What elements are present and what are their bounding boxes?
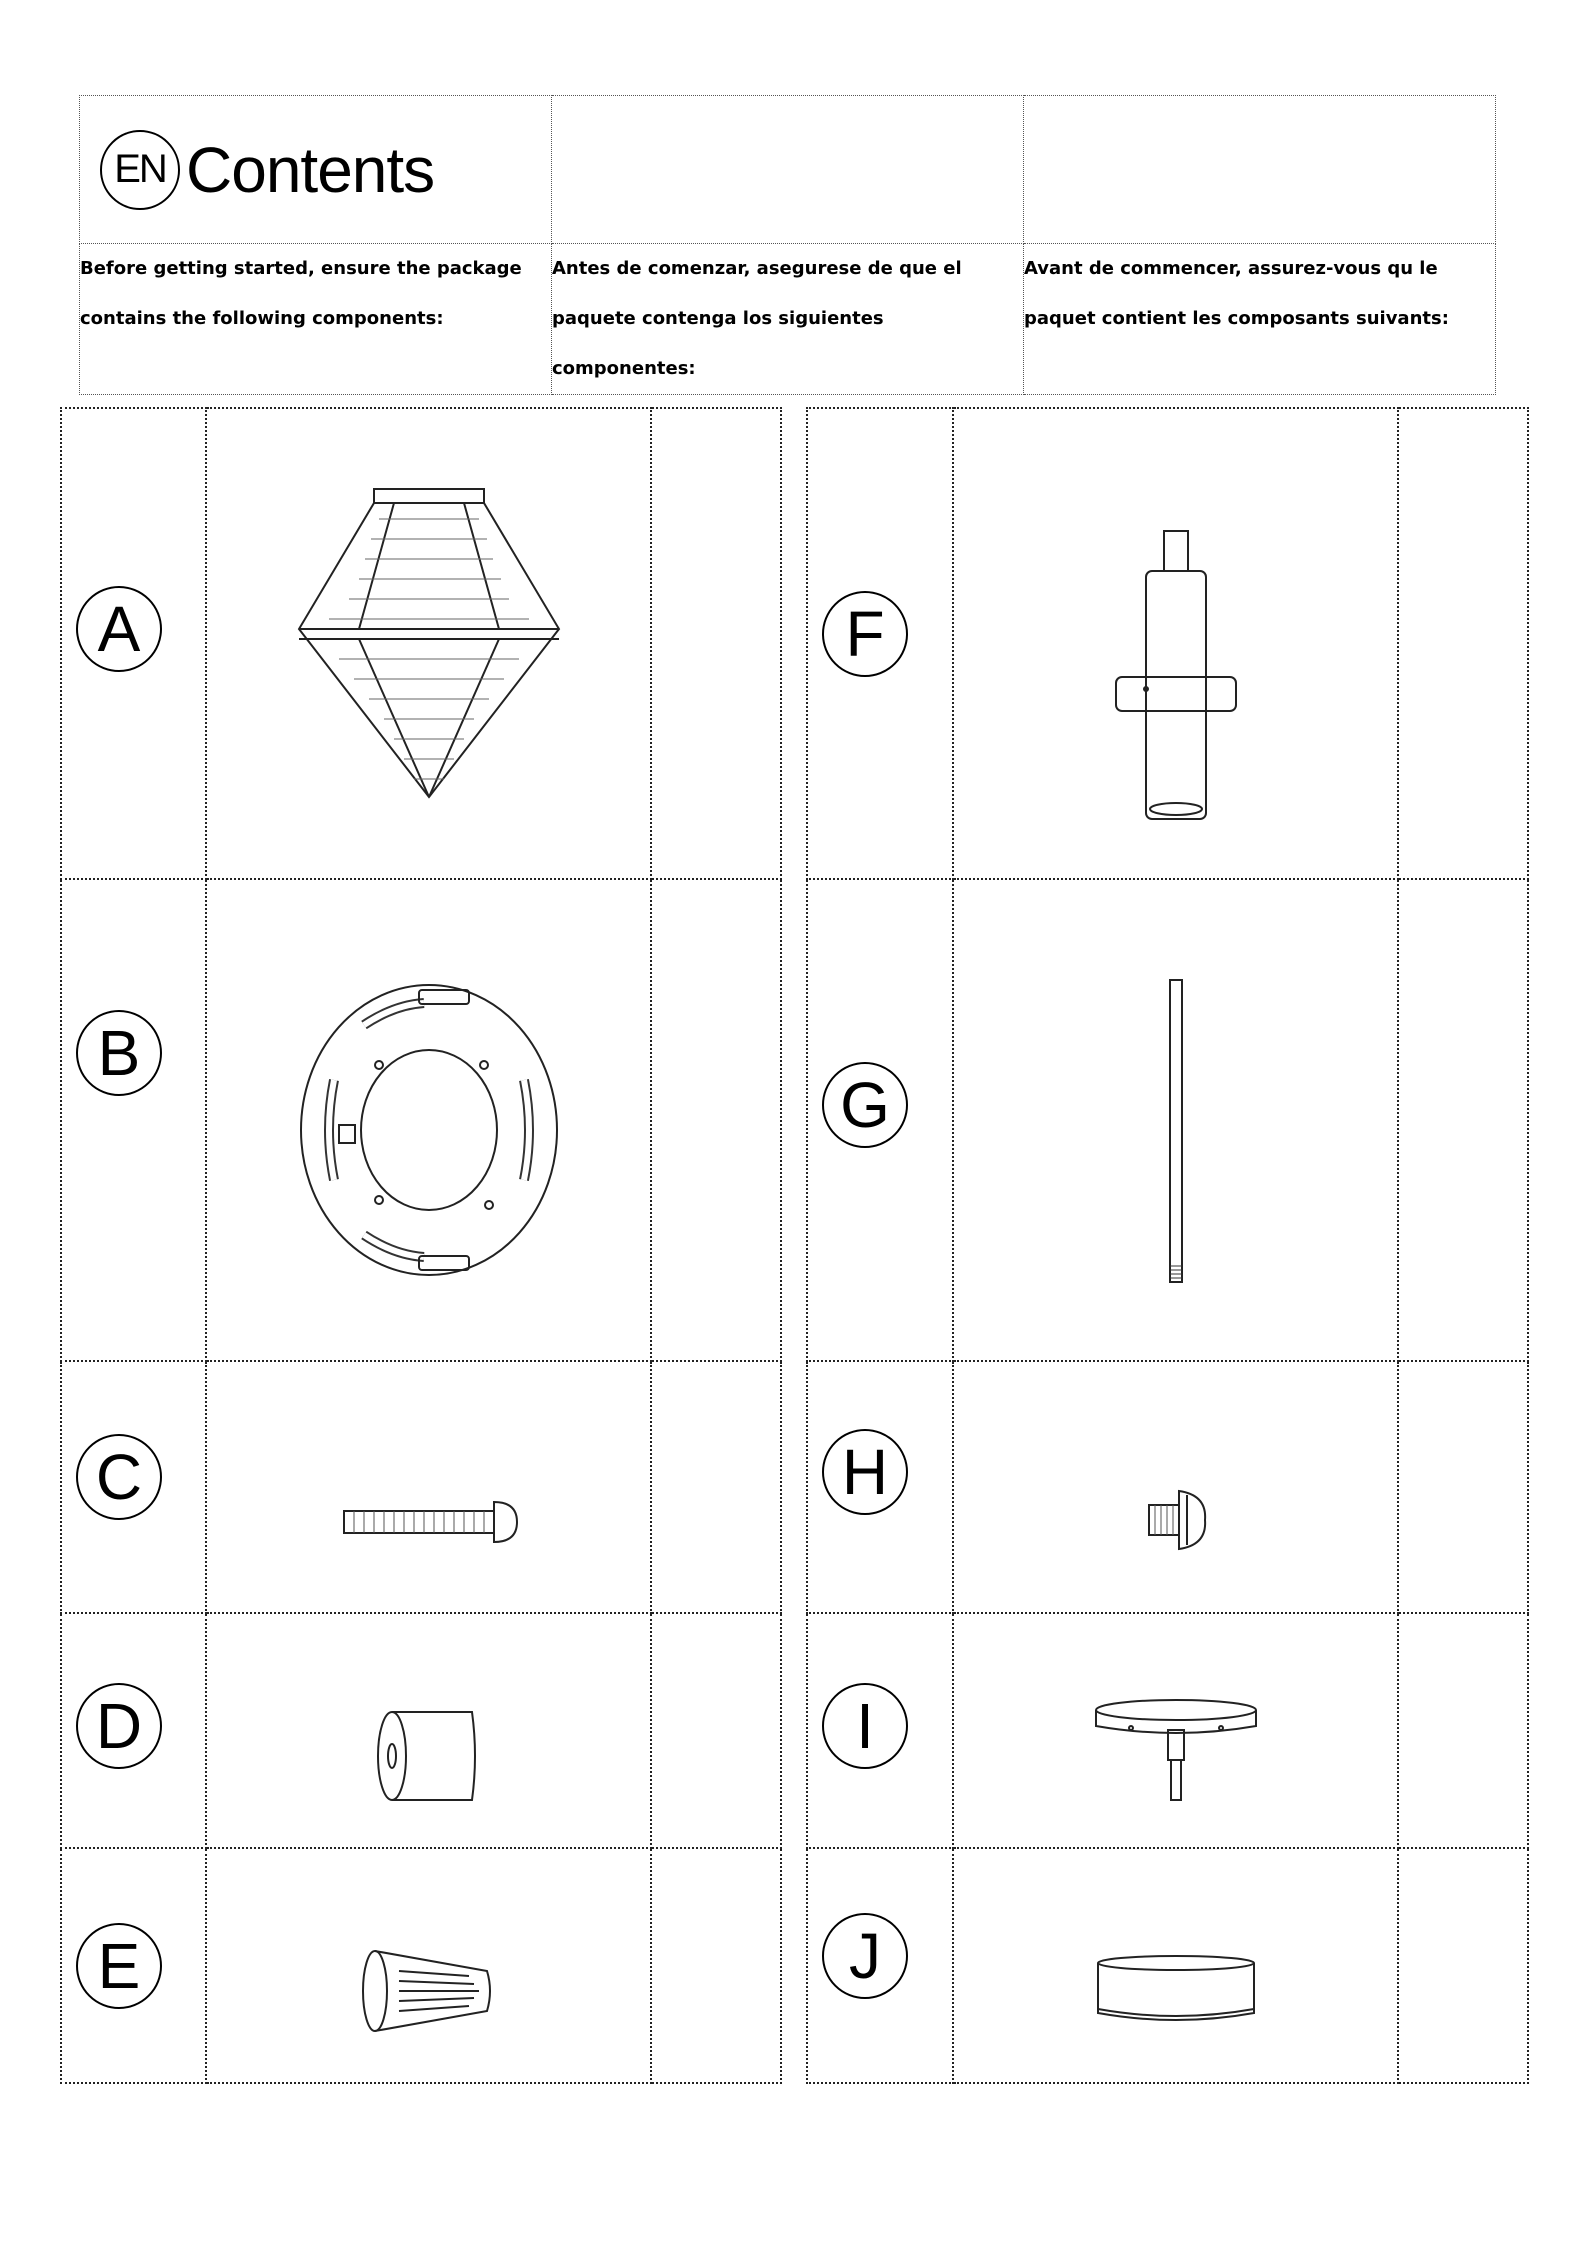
- part-row-i: [807, 1613, 1528, 1848]
- part-note-cell: [651, 408, 781, 879]
- part-row-d: [61, 1613, 781, 1848]
- mounting-plate-icon: [294, 975, 564, 1285]
- part-image-cell: [953, 879, 1398, 1361]
- part-note-cell: [651, 1361, 781, 1613]
- diamond-shade-icon: [279, 479, 579, 809]
- part-note-cell: [1398, 1848, 1528, 2083]
- intro-en-line-1: Before getting started, ensure the package: [80, 258, 522, 279]
- intro-en-line-2: contains the following components:: [80, 308, 444, 329]
- ring-cover-icon: [1091, 1953, 1261, 2028]
- title-cell-es: [552, 96, 1024, 244]
- parts-table-left: [60, 407, 782, 2084]
- title-cell: [80, 96, 552, 244]
- coupling-nut-icon: [374, 1706, 484, 1806]
- part-note-cell: [651, 1848, 781, 2083]
- part-image-cell: [206, 1848, 651, 2083]
- intro-fr-line-2: paquet contient les composants suivants:: [1024, 308, 1449, 329]
- intro-en: [80, 244, 552, 395]
- part-row-c: [61, 1361, 781, 1613]
- part-letter-i: I: [822, 1683, 908, 1769]
- intro-es-line-2: paquete contenga los siguientes componentes:: [552, 308, 884, 379]
- part-letter-g: G: [822, 1062, 908, 1148]
- part-image-cell: [206, 408, 651, 879]
- part-note-cell: [1398, 1361, 1528, 1613]
- part-row-h: [807, 1361, 1528, 1613]
- part-image-cell: [953, 408, 1398, 879]
- cap-nut-icon: [1141, 1485, 1211, 1555]
- part-letter-cell: [61, 1613, 206, 1848]
- part-row-j: [807, 1848, 1528, 2083]
- part-image-cell: [953, 1361, 1398, 1613]
- part-row-g: [807, 879, 1528, 1361]
- part-row-e: [61, 1848, 781, 2083]
- down-rod-icon: [1161, 978, 1191, 1288]
- part-letter-f: F: [822, 591, 908, 677]
- screw-icon: [339, 1497, 519, 1547]
- part-letter-cell: [807, 1361, 953, 1613]
- part-image-cell: [953, 1848, 1398, 2083]
- part-image-cell: [953, 1613, 1398, 1848]
- part-letter-e: E: [76, 1923, 162, 2009]
- part-note-cell: [1398, 879, 1528, 1361]
- part-letter-cell: [807, 1613, 953, 1848]
- header-table: [79, 95, 1496, 395]
- part-letter-c: C: [76, 1434, 162, 1520]
- part-letter-cell: [61, 408, 206, 879]
- part-row-b: [61, 879, 781, 1361]
- part-letter-b: B: [76, 1010, 162, 1096]
- canopy-icon: [1091, 1698, 1261, 1808]
- part-letter-cell: [807, 1848, 953, 2083]
- part-note-cell: [651, 1613, 781, 1848]
- part-note-cell: [1398, 408, 1528, 879]
- intro-es-line-1: Antes de comenzar, asegurese de que el: [552, 258, 962, 279]
- part-letter-cell: [61, 879, 206, 1361]
- parts-table-right: [806, 407, 1529, 2084]
- part-letter-cell: [61, 1361, 206, 1613]
- part-letter-h: H: [822, 1429, 908, 1515]
- part-image-cell: [206, 1361, 651, 1613]
- part-image-cell: [206, 1613, 651, 1848]
- part-letter-d: D: [76, 1683, 162, 1769]
- socket-holder-icon: [1101, 529, 1251, 829]
- part-letter-cell: [807, 879, 953, 1361]
- part-image-cell: [206, 879, 651, 1361]
- part-note-cell: [1398, 1613, 1528, 1848]
- title-cell-fr: [1024, 96, 1496, 244]
- part-row-f: [807, 408, 1528, 879]
- part-letter-cell: [807, 408, 953, 879]
- intro-fr-line-1: Avant de commencer, assurez-vous qu le: [1024, 258, 1438, 279]
- language-badge: EN: [100, 130, 180, 210]
- part-letter-j: J: [822, 1913, 908, 1999]
- intro-fr: [1024, 244, 1496, 395]
- part-letter-a: A: [76, 586, 162, 672]
- wire-connector-icon: [359, 1946, 499, 2036]
- intro-es: [552, 244, 1024, 395]
- part-letter-cell: [61, 1848, 206, 2083]
- page-title: Contents: [186, 133, 435, 206]
- part-note-cell: [651, 879, 781, 1361]
- part-row-a: [61, 408, 781, 879]
